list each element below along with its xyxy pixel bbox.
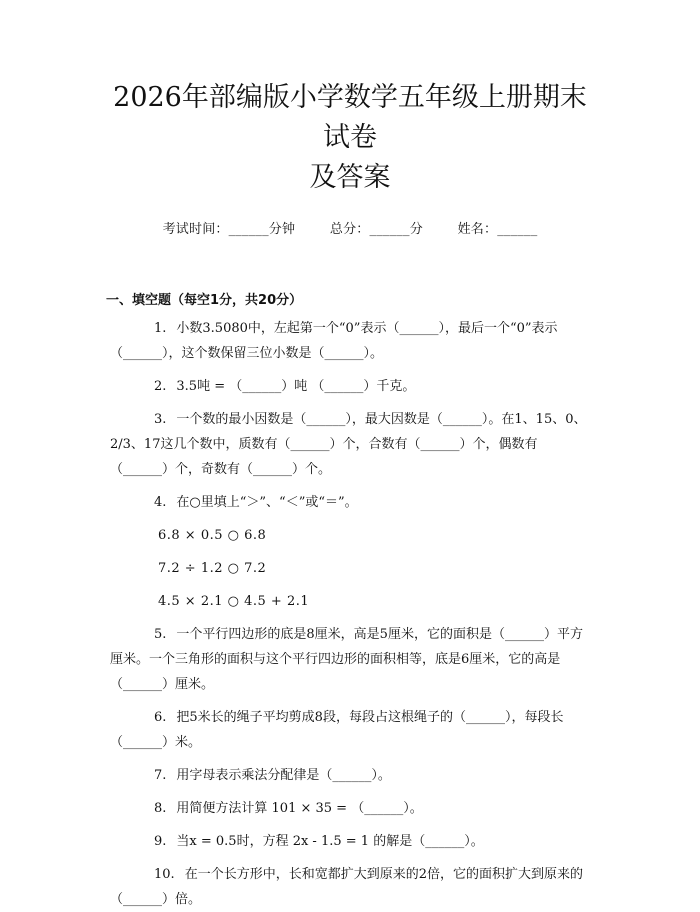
- question-8: 8. 用简便方法计算 101 × 35 = （______）。: [154, 801, 423, 816]
- question-6: 6. 把5米长的绳子平均剪成8段，每段占这根绳子的（______），每段长（______）米。: [110, 710, 564, 750]
- title-line-2: 及答案: [309, 162, 391, 193]
- total-score: 总分：______分: [329, 222, 423, 237]
- question-4: 4. 在○里填上“＞”、“＜”或“＝”。: [154, 495, 358, 510]
- q4-item-2: 7.2 ÷ 1.2 ○ 7.2: [158, 561, 267, 576]
- question-10: 10. 在一个长方形中，长和宽都扩大到原来的2倍，它的面积扩大到原来的（______）倍。: [110, 867, 583, 907]
- question-3: 3. 一个数的最小因数是（______），最大因数是（______）。在1、15、0、2/3、17这几个数中，质数有（______）个，合数有（______）个，偶数有（______）个，奇数有（______）个。: [110, 412, 587, 477]
- exam-meta: [110, 218, 590, 237]
- title-line-1: 2026年部编版小学数学五年级上册期末试卷: [113, 82, 587, 153]
- question-2: 2. 3.5吨 = （______）吨 （______）千克。: [154, 379, 416, 394]
- section-fill-in-title: 一、填空题（每空1分，共20分）: [106, 293, 303, 308]
- question-7: 7. 用字母表示乘法分配律是（______）。: [154, 768, 391, 783]
- question-1: 1. 小数3.5080中，左起第一个“0”表示（______），最后一个“0”表示（______），这个数保留三位小数是（______）。: [110, 321, 558, 361]
- q4-item-1: 6.8 × 0.5 ○ 6.8: [158, 528, 267, 543]
- question-5: 5. 一个平行四边形的底是8厘米，高是5厘米，它的面积是（______）平方厘米。一个三角形的面积与这个平行四边形的面积相等，底是6厘米，它的高是（______）厘米。: [110, 627, 583, 692]
- page-title: [110, 78, 590, 198]
- exam-time: 考试时间：______分钟: [162, 222, 296, 237]
- q4-item-3: 4.5 × 2.1 ○ 4.5 + 2.1: [158, 594, 310, 609]
- question-9: 9. 当x = 0.5时，方程 2x - 1.5 = 1 的解是（______）。: [154, 834, 484, 849]
- student-name: 姓名：______: [457, 222, 538, 237]
